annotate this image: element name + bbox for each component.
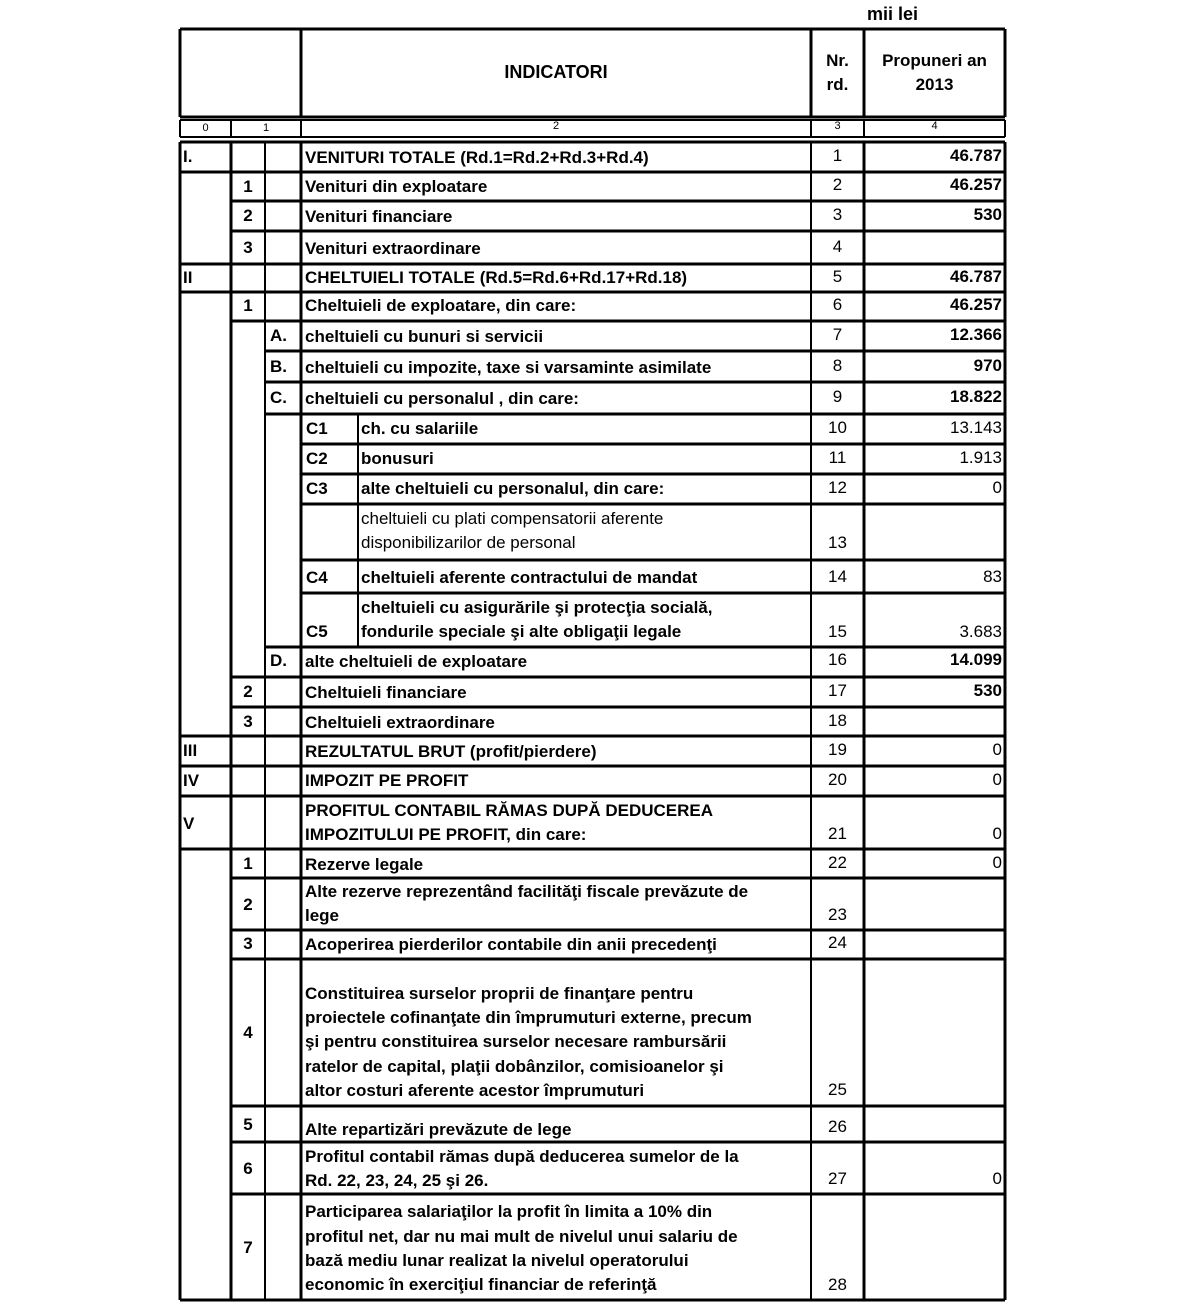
- row-label-line1: cheltuieli cu asigurările şi protecţia socială,: [361, 598, 713, 617]
- row-roman: III: [183, 741, 198, 760]
- row-nr: 12: [828, 478, 847, 497]
- row-num: 7: [243, 1238, 253, 1257]
- row-letter: C.: [270, 388, 287, 407]
- row-roman: V: [183, 814, 195, 833]
- row-value: 18.822: [950, 387, 1002, 406]
- row-letter: B.: [270, 357, 287, 376]
- row-sub: C1: [306, 419, 328, 438]
- row-roman: II: [183, 268, 193, 287]
- row-nr: 13: [828, 533, 847, 552]
- row-label: cheltuieli cu personalul , din care:: [305, 389, 579, 408]
- row-label: Venituri financiare: [305, 207, 453, 226]
- row-nr: 9: [832, 387, 843, 406]
- row-label: alte cheltuieli cu personalul, din care:: [361, 479, 665, 498]
- row-nr: 4: [832, 237, 843, 256]
- row-nr: 10: [828, 418, 847, 437]
- row-nr: 24: [828, 933, 847, 952]
- row-label-line1: Profitul contabil rămas după deducerea sumelor de la: [305, 1147, 739, 1166]
- row-num: 2: [243, 895, 253, 914]
- header-rd: rd.: [826, 75, 849, 94]
- row-roman: I.: [183, 147, 193, 166]
- row-label: cheltuieli cu bunuri si servicii: [305, 327, 544, 346]
- row-value: 0: [992, 770, 1002, 789]
- row-label-line2: profitul net, dar nu mai mult de nivelul unui salariu de: [305, 1227, 738, 1246]
- row-nr: 11: [828, 448, 847, 467]
- row-value: 970: [973, 356, 1002, 375]
- row-num: 1: [243, 854, 253, 873]
- row-label: Venituri din exploatare: [305, 177, 488, 196]
- row-label: Rezerve legale: [305, 855, 424, 874]
- row-label: alte cheltuieli de exploatare: [305, 652, 528, 671]
- row-nr: 28: [828, 1275, 847, 1294]
- row-value: 46.787: [950, 146, 1002, 165]
- row-nr: 16: [828, 650, 847, 669]
- row-label: Venituri extraordinare: [305, 239, 481, 258]
- row-label: cheltuieli aferente contractului de mandat: [361, 568, 698, 587]
- row-num: 1: [243, 296, 253, 315]
- row-nr: 1: [832, 146, 843, 165]
- row-nr: 14: [828, 567, 847, 586]
- row-value: 530: [973, 205, 1002, 224]
- row-label: REZULTATUL BRUT (profit/pierdere): [305, 742, 597, 761]
- row-nr: 7: [832, 325, 843, 344]
- row-num: 3: [243, 238, 253, 257]
- header-year: 2013: [915, 75, 954, 94]
- row-label-line3: şi pentru constituirea surselor necesare rambursării: [305, 1032, 727, 1051]
- row-label: IMPOZIT PE PROFIT: [305, 771, 469, 790]
- row-value: 14.099: [950, 650, 1002, 669]
- row-label-line2: fondurile speciale şi alte obligaţii legale: [361, 622, 682, 641]
- row-value: 13.143: [950, 418, 1002, 437]
- row-label-line1: Alte rezerve reprezentând facilităţi fiscale prevăzute de: [305, 882, 749, 901]
- row-nr: 6: [832, 295, 843, 314]
- row-label-line2: Rd. 22, 23, 24, 25 şi 26.: [305, 1171, 489, 1190]
- row-value: 46.787: [950, 267, 1002, 286]
- row-num: 3: [243, 712, 253, 731]
- row-nr: 27: [828, 1169, 847, 1188]
- row-label-line4: ratelor de capital, plaţii dobânzilor, comisioanelor şi: [305, 1057, 724, 1076]
- row-label: cheltuieli cu impozite, taxe si varsaminte asimilate: [305, 358, 712, 377]
- row-num: 6: [243, 1159, 253, 1178]
- row-value: 83: [983, 567, 1002, 586]
- row-sub: C2: [306, 449, 328, 468]
- row-nr: 21: [828, 824, 847, 843]
- row-label-line1: Constituirea surselor proprii de finanţare pentru: [305, 984, 694, 1003]
- header-indicatori: INDICATORI: [504, 62, 608, 82]
- row-label: ch. cu salariile: [361, 419, 479, 438]
- row-label: VENITURI TOTALE (Rd.1=Rd.2+Rd.3+Rd.4): [305, 148, 649, 167]
- unit-label: mii lei: [867, 4, 919, 24]
- row-letter: D.: [270, 651, 287, 670]
- row-value: 3.683: [959, 622, 1002, 641]
- header-nr: Nr.: [826, 51, 849, 70]
- row-value: 0: [992, 1169, 1002, 1188]
- row-nr: 2: [832, 175, 843, 194]
- row-label-line2: lege: [305, 906, 340, 925]
- row-label: bonusuri: [361, 449, 434, 468]
- col-num-3: 3: [834, 120, 841, 132]
- row-nr: 8: [832, 356, 843, 375]
- row-value: 1.913: [959, 448, 1002, 467]
- row-label: Cheltuieli financiare: [305, 683, 467, 702]
- row-nr: 17: [828, 681, 847, 700]
- col-num-1: 1: [262, 122, 270, 134]
- row-label: Alte repartizări prevăzute de lege: [305, 1120, 572, 1139]
- row-label: Cheltuieli extraordinare: [305, 713, 495, 732]
- row-num: 5: [243, 1115, 253, 1134]
- row-nr: 22: [828, 853, 847, 872]
- row-letter: A.: [270, 326, 287, 345]
- row-nr: 20: [828, 770, 847, 789]
- col-num-0: 0: [202, 122, 209, 134]
- row-label-line3: bază mediu lunar realizat la nivelul operatorului: [305, 1251, 689, 1270]
- row-num: 4: [243, 1023, 253, 1042]
- row-nr: 19: [828, 740, 847, 759]
- row-label-line2: IMPOZITULUI PE PROFIT, din care:: [305, 825, 587, 844]
- row-label-line4: economic în exerciţiul financiar de referinţă: [305, 1275, 657, 1294]
- row-label-line1: PROFITUL CONTABIL RĂMAS DUPĂ DEDUCEREA: [305, 801, 714, 820]
- row-label-line2: disponibilizarilor de personal: [361, 533, 576, 552]
- row-label: CHELTUIELI TOTALE (Rd.5=Rd.6+Rd.17+Rd.18): [305, 268, 688, 287]
- row-label-line1: cheltuieli cu plati compensatorii aferente: [361, 509, 664, 528]
- col-num-2: 2: [552, 120, 560, 132]
- row-num: 3: [243, 934, 253, 953]
- row-nr: 15: [828, 622, 847, 641]
- row-value: 0: [992, 853, 1002, 872]
- row-nr: 3: [832, 205, 843, 224]
- row-value: 530: [973, 681, 1002, 700]
- row-value: 12.366: [950, 325, 1002, 344]
- row-num: 2: [243, 206, 253, 225]
- row-label: Cheltuieli de exploatare, din care:: [305, 296, 577, 315]
- row-sub: C3: [306, 479, 328, 498]
- row-num: 1: [243, 177, 253, 196]
- row-nr: 26: [828, 1117, 847, 1136]
- row-value: 46.257: [950, 295, 1002, 314]
- row-sub: C5: [306, 622, 328, 641]
- row-nr: 25: [828, 1080, 847, 1099]
- row-value: 0: [992, 824, 1002, 843]
- row-num: 2: [243, 682, 253, 701]
- row-roman: IV: [183, 771, 200, 790]
- row-value: 46.257: [950, 175, 1002, 194]
- row-label-line2: proiectele cofinanţate din împrumuturi externe, precum: [305, 1008, 752, 1027]
- row-value: 0: [992, 478, 1002, 497]
- header-propuneri: Propuneri an: [882, 51, 987, 70]
- row-sub: C4: [306, 568, 328, 587]
- row-label-line5: altor costuri aferente acestor împrumuturi: [305, 1081, 645, 1100]
- row-value: 0: [992, 740, 1002, 759]
- row-label: Acoperirea pierderilor contabile din anii precedenţi: [305, 935, 717, 954]
- row-nr: 18: [828, 711, 847, 730]
- row-nr: 5: [832, 267, 843, 286]
- row-nr: 23: [828, 905, 847, 924]
- row-label-line1: Participarea salariaţilor la profit în limita a 10% din: [305, 1202, 713, 1221]
- col-num-4: 4: [931, 120, 938, 132]
